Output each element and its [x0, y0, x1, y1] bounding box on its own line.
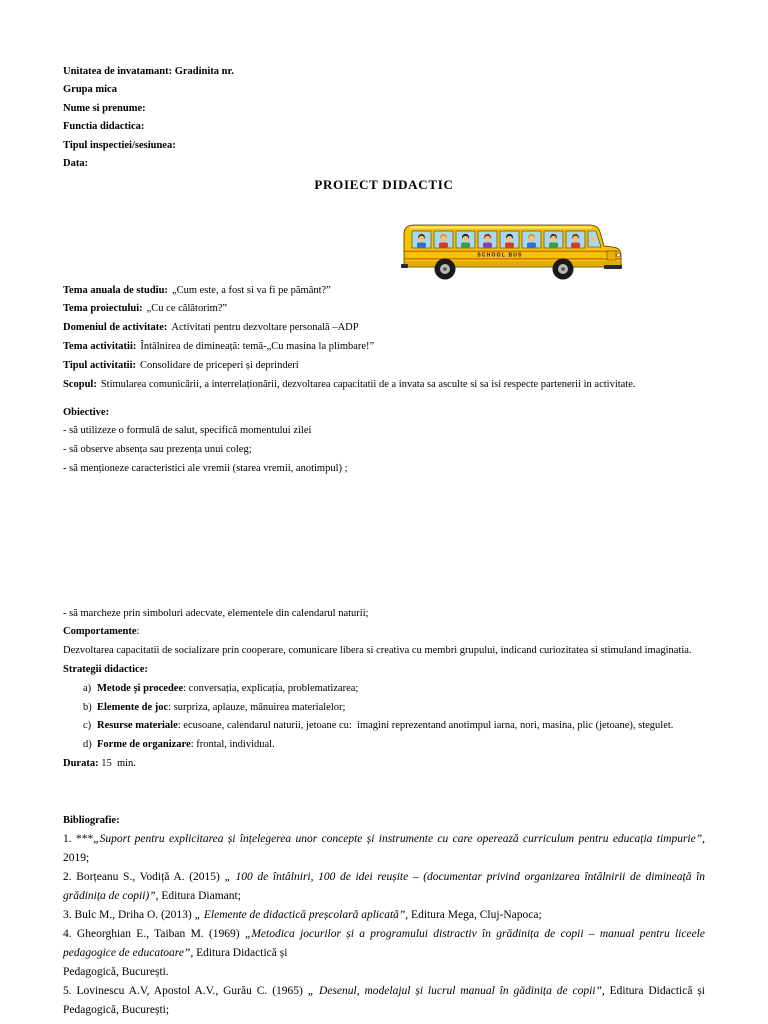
- bus-driver-head: [590, 236, 596, 242]
- bibliography-authors: Borțeanu S., Vodiță A. (2015): [76, 870, 220, 883]
- inspection-type-line: Tipul inspectiei/sesiunea:: [63, 139, 176, 151]
- passenger-head: [485, 236, 491, 242]
- bibliography-title: „ 100 de întâlniri, 100 de idei reușite – (documentar privind organizarea întâlnirii de dimineață în grădinița de copii)”,: [63, 870, 706, 902]
- strategy-value: : frontal, individual.: [190, 739, 275, 751]
- bus-sign-text: SCHOOL BUS: [477, 252, 523, 259]
- bibliography-number: 1.: [63, 832, 72, 845]
- bibliography-title: „Suport pentru explicitarea și înțelegerea unor concepte și instrumente cu care operează curriculum pentru educația timpurie”,: [93, 832, 705, 845]
- bibliography-number: 5.: [63, 985, 72, 998]
- bibliography-item: [63, 982, 705, 1020]
- passenger-shirt: [527, 243, 536, 249]
- date-line: Data:: [63, 158, 89, 170]
- strategy-value: : ecusoane, calendarul naturii, jetoane cu: imagini reprezentand anotimpul iarna, nori, masina, plic (jetoane), stegulet.: [177, 720, 674, 732]
- objective-item: - să utilizeze o formulă de salut, specifică momentului zilei: [63, 425, 312, 437]
- activity-theme-row: [63, 338, 728, 357]
- strategy-label: Forme de organizare: [97, 739, 191, 751]
- annual-theme-row: [63, 282, 728, 301]
- passenger-head: [419, 236, 425, 242]
- strategy-item: [63, 699, 728, 718]
- strategy-text: [97, 680, 728, 699]
- passenger-head: [507, 236, 513, 242]
- bus-rear-bumper: [401, 264, 408, 268]
- passenger-shirt: [571, 243, 580, 249]
- passenger-shirt: [439, 243, 448, 249]
- bibliography-item: [63, 868, 705, 906]
- strategies-list: [63, 680, 728, 755]
- strategy-value: : surpriza, aplauze, mânuirea materialelor;: [168, 701, 346, 713]
- strategy-label: Elemente de joc: [97, 701, 169, 713]
- duration-line: [63, 755, 705, 774]
- strategies-heading: Strategii didactice:: [63, 663, 148, 675]
- bus-front-bumper: [604, 265, 622, 269]
- detail-value: Activitati pentru dezvoltare personală –ADP: [171, 322, 359, 334]
- strategy-label: Metode și procedee: [97, 682, 184, 694]
- strategy-label: Resurse materiale: [97, 720, 178, 732]
- bibliography-publisher: 2019;: [63, 851, 90, 864]
- strategy-text: [97, 736, 728, 755]
- detail-label: Scopul:: [63, 378, 97, 390]
- bus-front-grille: [607, 251, 616, 260]
- behaviors-heading: Comportamente: [63, 626, 137, 638]
- bibliography-item-continuation: Pedagogică, București.: [63, 966, 169, 979]
- activity-type-row: [63, 357, 728, 376]
- detail-value: Stimularea comunicării, a interrelaționării, dezvoltarea capacitatii de a invata sa asculte si sa isi respecte partenerii in activitate.: [100, 378, 636, 390]
- detail-value: Consolidare de priceperi și deprinderi: [140, 359, 299, 371]
- bibliography-item: [63, 906, 705, 925]
- bibliography-authors: ***: [75, 832, 94, 845]
- list-marker: c): [83, 720, 92, 732]
- passenger-shirt: [549, 243, 558, 249]
- page-title: PROIECT DIDACTIC: [314, 177, 454, 192]
- detail-value: Întâlnirea de dimineață: temă-„Cu masina la plimbare!”: [140, 340, 375, 352]
- passenger-shirt: [417, 243, 426, 249]
- bibliography-section: [63, 811, 705, 1021]
- passenger-head: [529, 236, 535, 242]
- bibliography-number: 4.: [63, 928, 72, 941]
- bibliography-publisher: Editura Diamant;: [161, 889, 241, 902]
- passenger-shirt: [505, 243, 514, 249]
- bibliography-number: 3.: [63, 908, 72, 921]
- behaviors-text: Dezvoltarea capacitatii de socializare prin cooperare, comunicare libera si creativa cu membri grupului, indicand curiozitatea si stimuland imaginatia.: [63, 645, 692, 657]
- strategy-text: [97, 699, 728, 718]
- strategy-item: [63, 736, 728, 755]
- school-bus-icon: [400, 222, 622, 280]
- bus-headlight: [617, 253, 621, 257]
- list-marker: d): [83, 739, 92, 751]
- passenger-shirt: [461, 243, 470, 249]
- bus-wheel-front: [553, 259, 574, 280]
- bibliography-item: [63, 830, 705, 868]
- detail-label: Tema activitatii:: [63, 340, 137, 352]
- passenger-head: [573, 236, 579, 242]
- bibliography-authors: Gheorghian E., Taiban M. (1969): [76, 928, 240, 941]
- bibliography-item: [63, 925, 705, 963]
- name-line: Nume si prenume:: [63, 102, 146, 114]
- detail-value: „Cum este, a fost si va fi pe pământ?”: [171, 284, 331, 296]
- bibliography-authors: Bulc M., Driha O. (2013): [74, 908, 192, 921]
- teaching-position-line: Functia didactica:: [63, 121, 145, 133]
- passenger-shirt: [483, 243, 492, 249]
- behaviors-heading-suffix: :: [136, 626, 140, 638]
- detail-label: Tema anuala de studiu:: [63, 284, 168, 296]
- purpose-row: [63, 376, 728, 395]
- duration-label: Durata:: [63, 757, 99, 769]
- bibliography-publisher: Editura Didactică și Pedagogică, București;: [63, 985, 705, 1017]
- bibliography-title: „ Elemente de didactică preșcolară aplicată”,: [194, 908, 409, 921]
- activity-domain-row: [63, 319, 728, 338]
- behaviors-heading-line: [63, 623, 705, 642]
- objectives-heading: Obiective:: [63, 406, 110, 418]
- objective-item: - să menționeze caracteristici ale vremii (starea vremii, anotimpul) ;: [63, 462, 348, 474]
- strategy-value: : conversația, explicația, problematizarea;: [183, 682, 359, 694]
- passenger-head: [441, 236, 447, 242]
- project-details: [63, 282, 728, 395]
- school-unit-line: Unitatea de invatamant: Gradinita nr.: [63, 65, 234, 77]
- activity-section: [63, 605, 705, 774]
- detail-label: Tipul activitatii:: [63, 359, 137, 371]
- objective-item: - să marcheze prin simboluri adecvate, elementele din calendarul naturii;: [63, 607, 369, 619]
- duration-value: 15 min.: [101, 757, 136, 769]
- group-line: Grupa mica: [63, 84, 117, 96]
- bus-roof-highlight: [410, 227, 592, 229]
- project-theme-row: [63, 300, 728, 319]
- objective-item: - să observe absența sau prezența unui coleg;: [63, 444, 252, 456]
- bibliography-title: „Metodica jocurilor și a programului distractiv în grădinița de copii – manual pentru liceele pedagogice de educatoare”,: [63, 928, 705, 960]
- bibliography-heading: Bibliografie:: [63, 814, 120, 826]
- strategy-item: [63, 680, 728, 699]
- wheel-cap: [561, 267, 565, 271]
- detail-label: Domeniul de activitate:: [63, 322, 168, 334]
- strategy-item: [63, 717, 728, 736]
- detail-label: Tema proiectului:: [63, 303, 143, 315]
- passenger-head: [463, 236, 469, 242]
- objectives-section: [63, 404, 728, 479]
- wheel-cap: [443, 267, 447, 271]
- detail-value: „Cu ce călătorim?”: [146, 303, 228, 315]
- list-marker: a): [83, 682, 92, 694]
- strategy-text: [97, 717, 728, 736]
- bibliography-publisher: Editura Mega, Cluj-Napoca;: [411, 908, 542, 921]
- passenger-head: [551, 236, 557, 242]
- list-marker: b): [83, 701, 92, 713]
- header-info: [63, 63, 705, 174]
- bibliography-title: „ Desenul, modelajul și lucrul manual în gădinița de copii”,: [307, 985, 605, 998]
- bibliography-authors: Lovinescu A.V, Apostol A.V., Gurău C. (1965): [76, 985, 303, 998]
- bus-wheel-rear: [435, 259, 456, 280]
- bibliography-number: 2.: [63, 870, 72, 883]
- bibliography-publisher: Editura Didactică și: [196, 947, 288, 960]
